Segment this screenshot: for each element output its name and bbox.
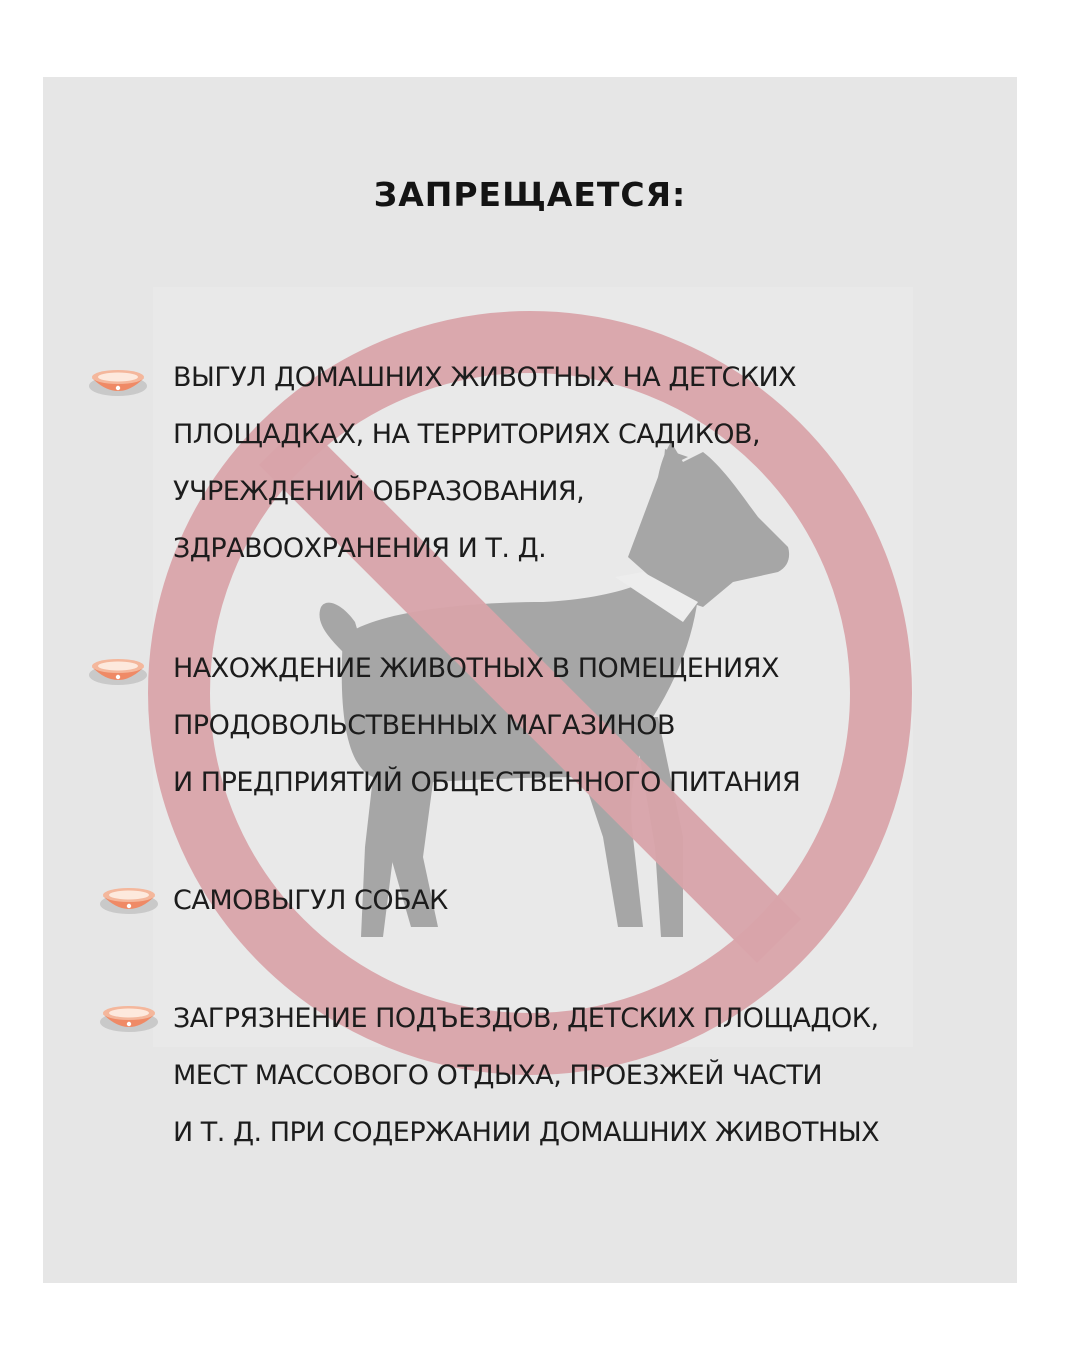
item-line: НАХОЖДЕНИЕ ЖИВОТНЫХ В ПОМЕЩЕНИЯХ — [173, 653, 780, 684]
pet-bowl-icon — [98, 1000, 160, 1034]
item-line: ЗДРАВООХРАНЕНИЯ И Т. Д. — [173, 533, 547, 564]
item-line: УЧРЕЖДЕНИЙ ОБРАЗОВАНИЯ, — [173, 476, 585, 507]
poster-card — [43, 77, 1017, 1283]
item-line: САМОВЫГУЛ СОБАК — [173, 885, 448, 916]
pet-bowl-icon — [87, 653, 149, 687]
item-line: И Т. Д. ПРИ СОДЕРЖАНИИ ДОМАШНИХ ЖИВОТНЫХ — [173, 1117, 880, 1148]
item-line: ПРОДОВОЛЬСТВЕННЫХ МАГАЗИНОВ — [173, 710, 676, 741]
item-line: И ПРЕДПРИЯТИЙ ОБЩЕСТВЕННОГО ПИТАНИЯ — [173, 767, 801, 798]
pet-bowl-icon — [98, 882, 160, 916]
page-title: ЗАПРЕЩАЕТСЯ: — [373, 175, 687, 214]
item-line: ПЛОЩАДКАХ, НА ТЕРРИТОРИЯХ САДИКОВ, — [173, 419, 761, 450]
item-line: ЗАГРЯЗНЕНИЕ ПОДЪЕЗДОВ, ДЕТСКИХ ПЛОЩАДОК, — [173, 1003, 879, 1034]
pet-bowl-icon — [87, 364, 149, 398]
item-line: ВЫГУЛ ДОМАШНИХ ЖИВОТНЫХ НА ДЕТСКИХ — [173, 362, 797, 393]
item-line: МЕСТ МАССОВОГО ОТДЫХА, ПРОЕЗЖЕЙ ЧАСТИ — [173, 1060, 823, 1091]
